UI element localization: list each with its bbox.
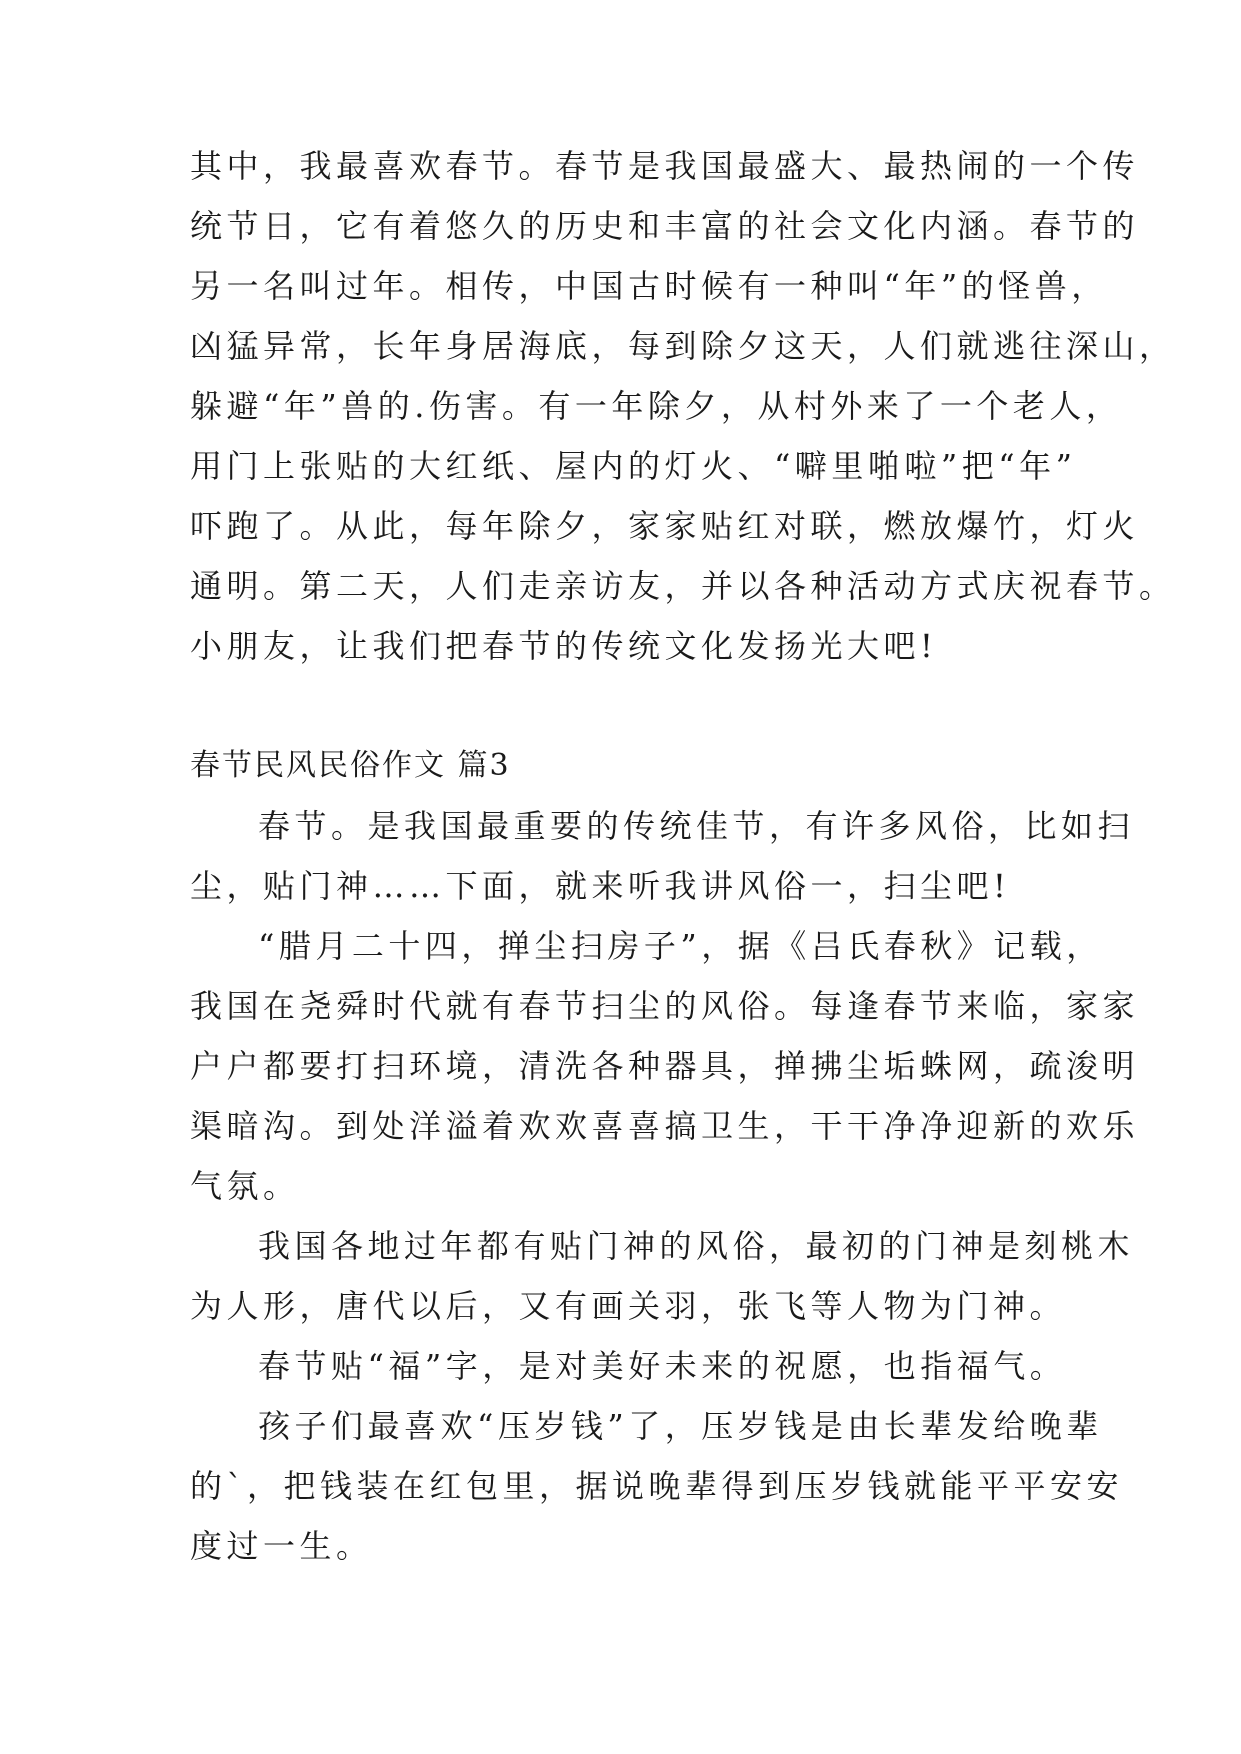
text-line: 另一名叫过年。相传，中国古时候有一种叫“年”的怪兽， [190, 267, 1108, 305]
text-line: 气氛。 [190, 1167, 300, 1205]
text-line: 渠暗沟。到处洋溢着欢欢喜喜搞卫生，干干净净迎新的欢乐 [190, 1107, 1140, 1145]
text-line: 我国在尧舜时代就有春节扫尘的风俗。每逢春节来临，家家 [190, 987, 1140, 1025]
text-line: 其中，我最喜欢春节。春节是我国最盛大、最热闹的一个传 [190, 147, 1140, 185]
paragraph-first-line: 孩子们最喜欢“压岁钱”了，压岁钱是由长辈发给晚辈 [258, 1407, 1103, 1445]
paragraph-first-line: 春节贴“福”字，是对美好未来的祝愿，也指福气。 [258, 1347, 1067, 1385]
text-line: 的`，把钱装在红包里，据说晚辈得到压岁钱就能平平安安 [190, 1467, 1124, 1505]
text-line: 为人形，唐代以后，又有画关羽，张飞等人物为门神。 [190, 1287, 1067, 1325]
text-line: 吓跑了。从此，每年除夕，家家贴红对联，燃放爆竹，灯火 [190, 507, 1140, 545]
text-line: 用门上张贴的大红纸、屋内的灯火、“噼里啪啦”把“年” [190, 447, 1077, 485]
text-line: 户户都要打扫环境，清洗各种器具，掸拂尘垢蛛网，疏浚明 [190, 1047, 1140, 1085]
text-line: 统节日，它有着悠久的历史和丰富的社会文化内涵。春节的 [190, 207, 1140, 245]
paragraph-first-line: 春节。是我国最重要的传统佳节，有许多风俗，比如扫 [258, 807, 1135, 845]
paragraph-first-line: 我国各地过年都有贴门神的风俗，最初的门神是刻桃木 [258, 1227, 1135, 1265]
text-line: 通明。第二天，人们走亲访友，并以各种活动方式庆祝春节。 [190, 567, 1176, 605]
section-heading: 春节民风民俗作文 篇3 [190, 748, 511, 783]
text-line: 躲避“年”兽的.伤害。有一年除夕，从村外来了一个老人， [190, 387, 1123, 425]
text-line: 小朋友，让我们把春节的传统文化发扬光大吧! [190, 627, 938, 665]
paragraph-first-line: “腊月二十四，掸尘扫房子”，据《吕氏春秋》记载， [258, 927, 1103, 965]
text-line: 凶猛异常，长年身居海底，每到除夕这天，人们就逃往深山， [190, 327, 1176, 365]
text-line: 度过一生。 [190, 1527, 373, 1565]
text-line: 尘，贴门神……下面，就来听我讲风俗一，扫尘吧! [190, 867, 1011, 905]
